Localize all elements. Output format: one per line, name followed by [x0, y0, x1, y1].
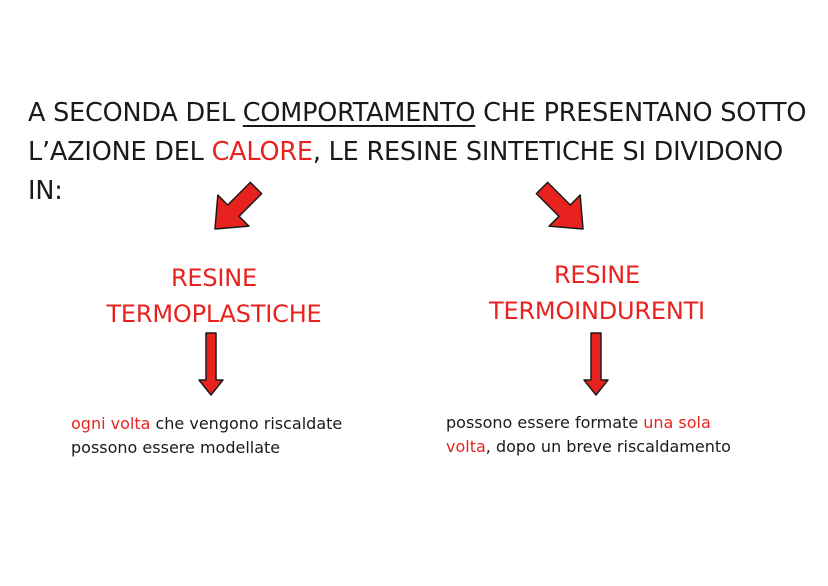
description-line-2: possono essere modellate: [71, 438, 281, 457]
main-heading: [28, 94, 818, 211]
red-keyword-calore: CALORE: [211, 137, 313, 167]
category-termoindurenti: [466, 257, 728, 329]
category-line: TERMOPLASTICHE: [106, 300, 322, 328]
category-line: RESINE: [553, 261, 641, 289]
category-line: RESINE: [170, 264, 258, 292]
heading-text: L’AZIONE DEL: [28, 137, 212, 167]
description-termoplastiche: [71, 412, 342, 460]
arrow-down-right-icon: [524, 178, 604, 248]
heading-line-1: [28, 94, 818, 133]
heading-text: A SECONDA DEL: [28, 98, 243, 128]
red-keyword-volta: volta: [446, 437, 486, 456]
red-keyword-una-sola: una sola: [643, 413, 711, 432]
underlined-keyword-comportamento: COMPORTAMENTO: [242, 98, 476, 128]
description-text: che vengono riscaldate: [150, 414, 343, 433]
category-line: TERMOINDURENTI: [489, 297, 705, 325]
description-line-1: [71, 412, 342, 436]
description-termoindurenti: [446, 411, 731, 459]
arrow-down-icon: [196, 330, 226, 398]
description-text: possono essere formate: [446, 413, 644, 432]
heading-text: CHE PRESENTANO SOTTO: [475, 98, 807, 128]
heading-line-2: [28, 133, 818, 211]
description-text: , dopo un breve riscaldamento: [485, 437, 731, 456]
description-line-2: [446, 435, 731, 459]
category-termoplastiche: [84, 260, 344, 332]
description-line-1: [446, 411, 731, 435]
arrow-down-icon: [581, 330, 611, 398]
red-keyword-ogni-volta: ogni volta: [71, 414, 151, 433]
heading-text: , LE RESINE SINTETICHE SI DIVIDONO IN:: [28, 137, 784, 206]
arrow-down-left-icon: [196, 178, 276, 248]
